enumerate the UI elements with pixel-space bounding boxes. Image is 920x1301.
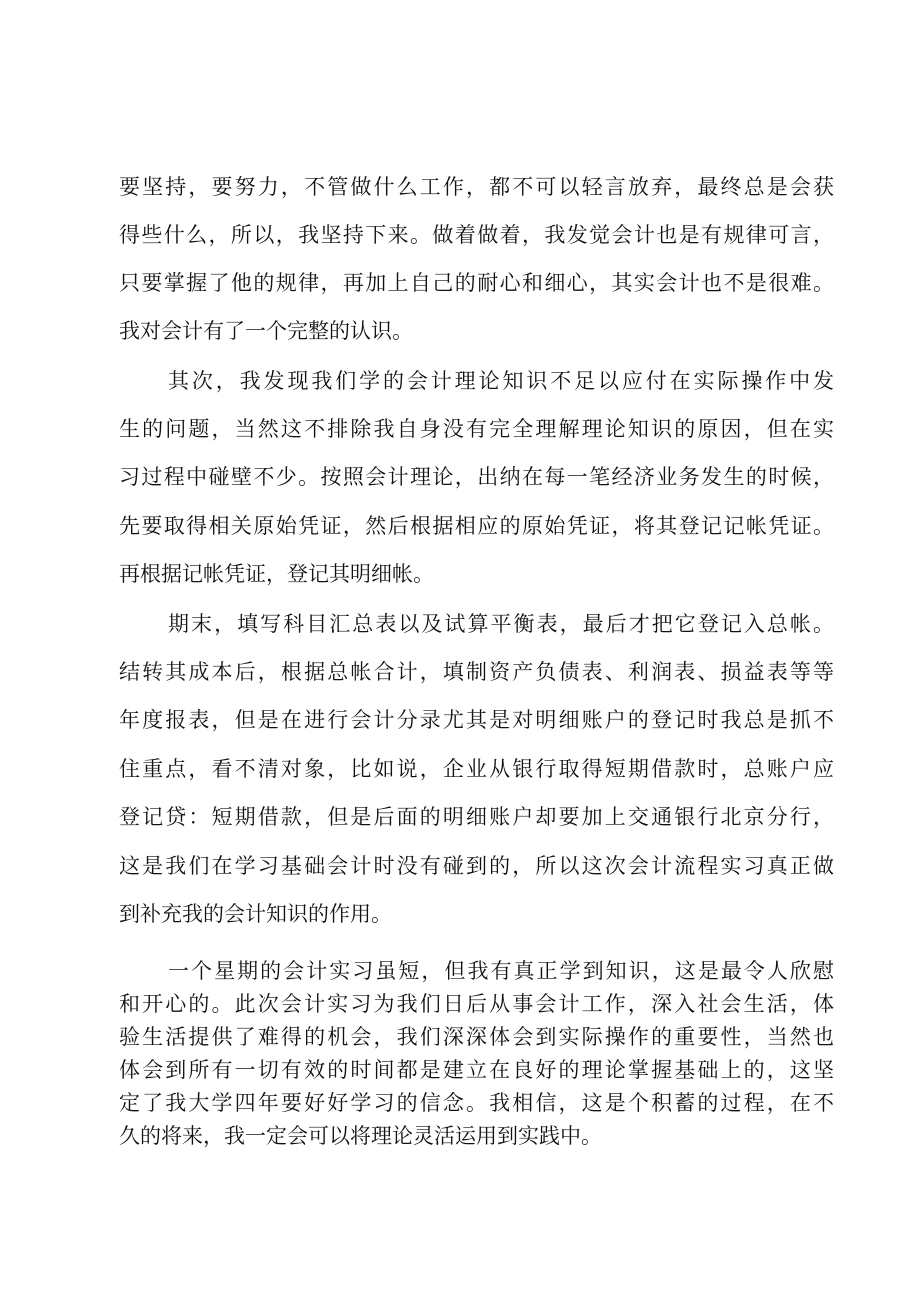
paragraph-3-line-2: 结转其成本后，根据总帐合计，填制资产负债表、利润表、损益表等等 [119, 660, 834, 684]
paragraph-2-line-4: 先要取得相关原始凭证，然后根据相应的原始凭证，将其登记记帐凭证。 [119, 514, 834, 538]
paragraph-1-line-3: 只要掌握了他的规律，再加上自己的耐心和细心，其实会计也不是很难。 [119, 271, 834, 295]
paragraph-2-line-1: 其次，我发现我们学的会计理论知识不足以应付在实际操作中发 [168, 369, 834, 393]
paragraph-1-line-1: 要坚持，要努力，不管做什么工作，都不可以轻言放弃，最终总是会获 [119, 175, 834, 199]
paragraph-3-line-3: 年度报表，但是在进行会计分录尤其是对明细账户的登记时我总是抓不 [119, 708, 834, 732]
paragraph-3-line-4: 住重点，看不清对象，比如说，企业从银行取得短期借款时，总账户应 [119, 757, 834, 781]
paragraph-1-line-4: 我对会计有了一个完整的认识。 [119, 319, 413, 343]
paragraph-3-line-7: 到补充我的会计知识的作用。 [119, 902, 392, 926]
paragraph-4-line-4: 体会到所有一切有效的时间都是建立在良好的理论掌握基础上的，这坚 [119, 1058, 834, 1082]
paragraph-4-line-6: 久的将来，我一定会可以将理论灵活运用到实践中。 [119, 1124, 602, 1148]
paragraph-3-line-1: 期末，填写科目汇总表以及试算平衡表，最后才把它登记入总帐。 [168, 612, 834, 636]
paragraph-4-line-1: 一个星期的会计实习虽短，但我有真正学到知识，这是最令人欣慰 [168, 959, 834, 983]
paragraph-2-line-3: 习过程中碰壁不少。按照会计理论，出纳在每一笔经济业务发生的时候， [119, 465, 834, 489]
paragraph-4-line-5: 定了我大学四年要好好学习的信念。我相信，这是个积蓄的过程，在不 [119, 1091, 834, 1115]
paragraph-2-line-2: 生的问题，当然这不排除我自身没有完全理解理论知识的原因，但在实 [119, 417, 834, 441]
paragraph-4-line-2: 和开心的。此次会计实习为我们日后从事会计工作，深入社会生活，体 [119, 992, 834, 1016]
paragraph-4-line-3: 验生活提供了难得的机会，我们深深体会到实际操作的重要性，当然也 [119, 1025, 834, 1049]
paragraph-3-line-6: 这是我们在学习基础会计时没有碰到的，所以这次会计流程实习真正做 [119, 854, 834, 878]
paragraph-1-line-2: 得些什么，所以，我坚持下来。做着做着，我发觉会计也是有规律可言， [119, 223, 834, 247]
paragraph-2-line-5: 再根据记帐凭证，登记其明细帐。 [119, 562, 434, 586]
paragraph-3-line-5: 登记贷：短期借款，但是后面的明细账户却要加上交通银行北京分行， [119, 805, 834, 829]
